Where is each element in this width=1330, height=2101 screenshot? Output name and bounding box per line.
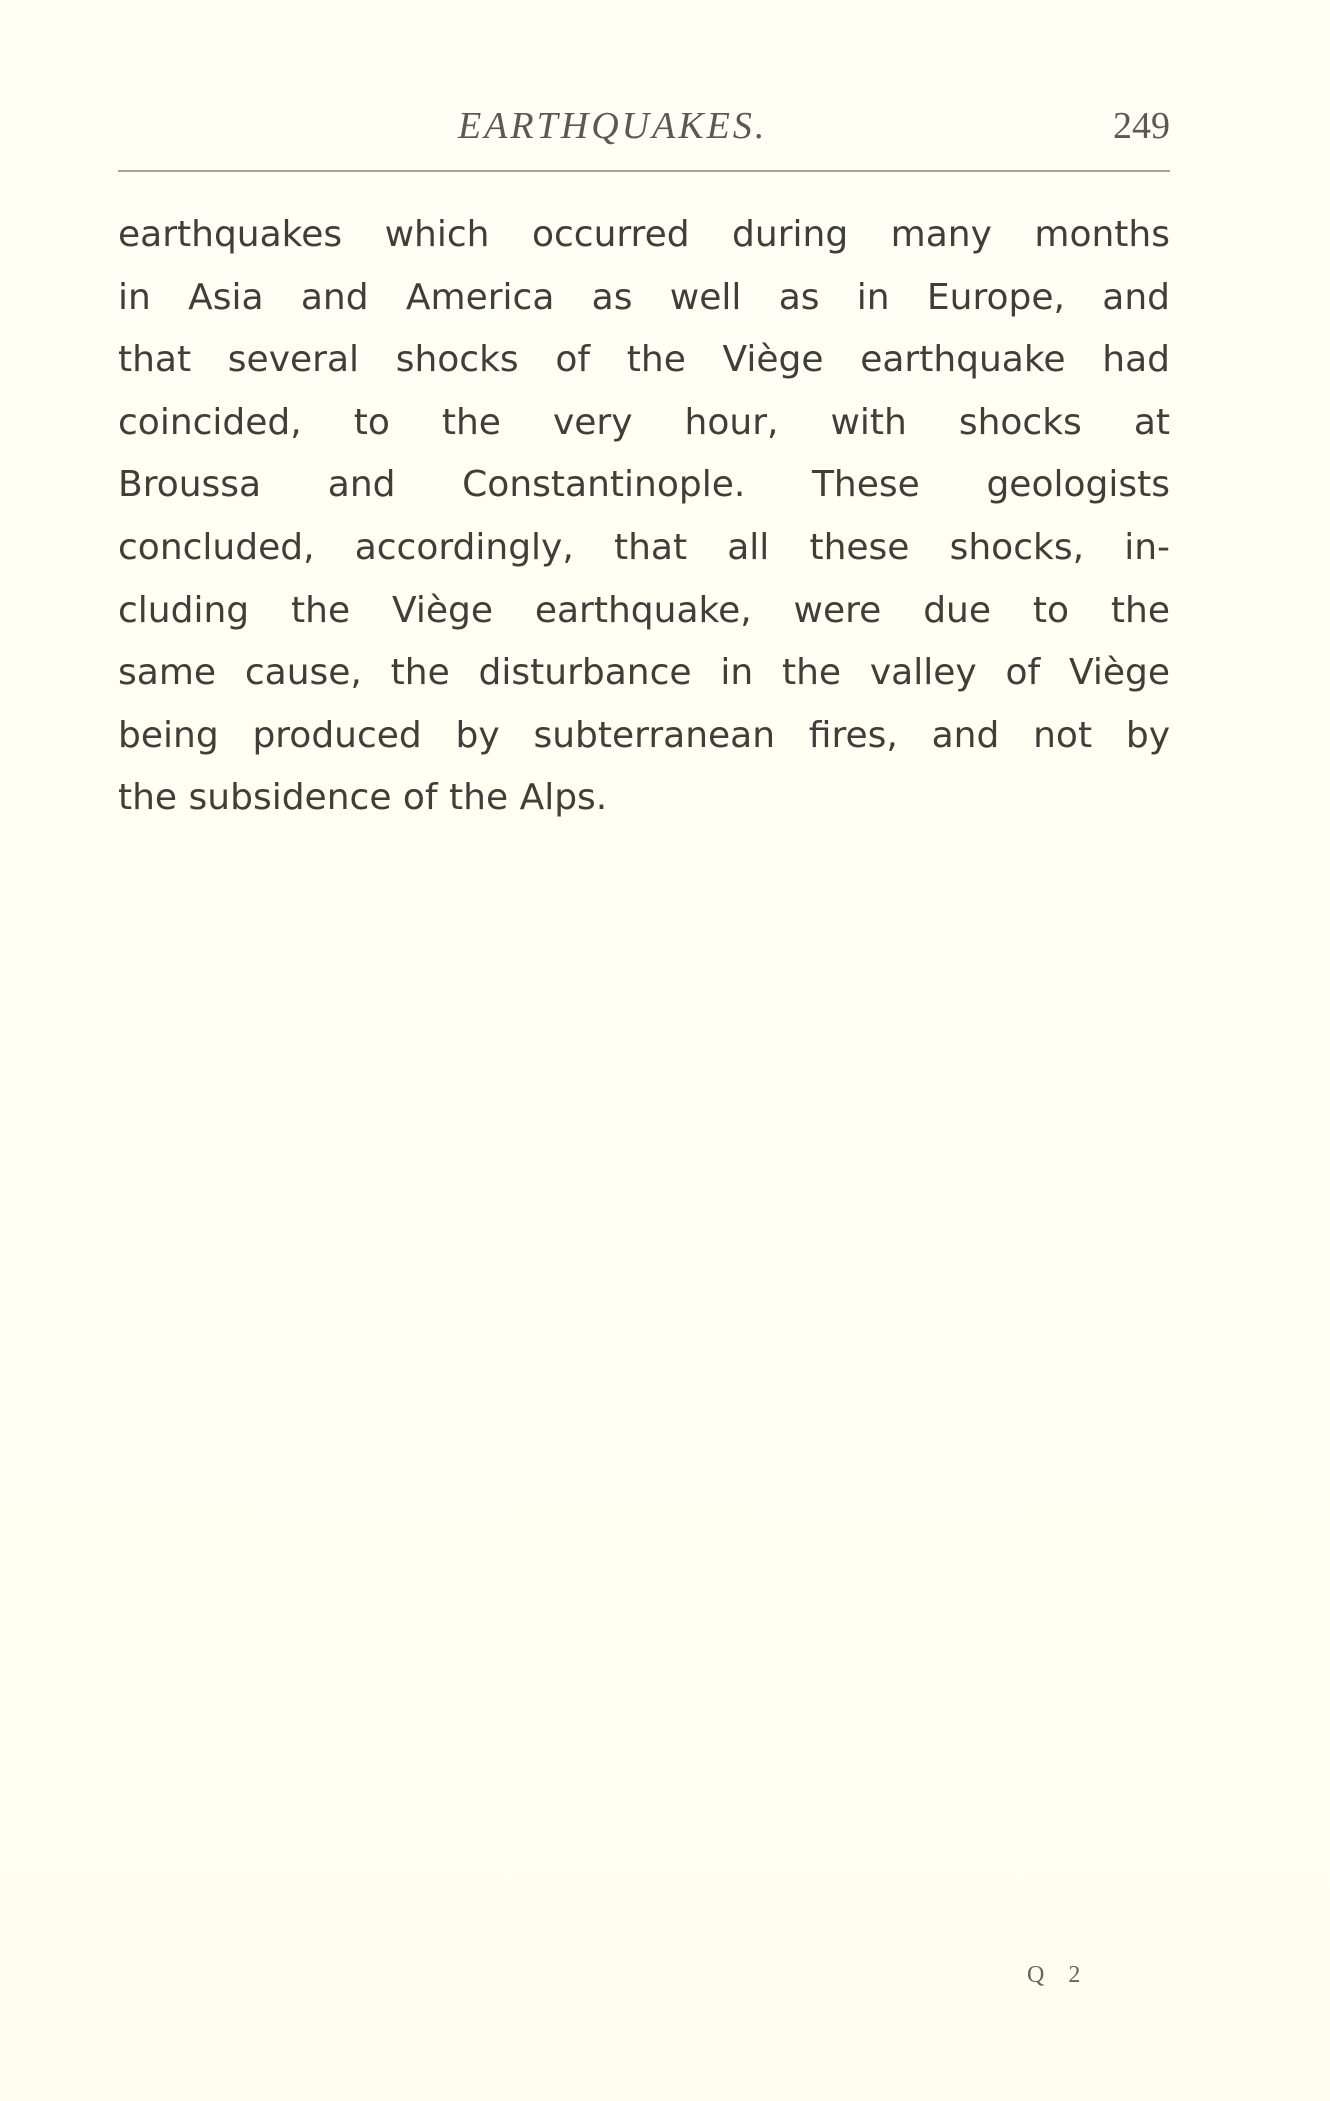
running-title: EARTHQUAKES. xyxy=(458,105,768,147)
text-line: Broussa and Constantinople. These geologists xyxy=(118,464,1170,506)
text-line: cluding the Viège earthquake, were due to the xyxy=(118,589,1170,631)
text-line: the subsidence of the Alps. xyxy=(118,777,608,819)
running-head xyxy=(118,96,1170,156)
text-line: same cause, the disturbance in the valley of Viège xyxy=(118,652,1170,694)
body-paragraph xyxy=(118,204,1170,830)
text-line: being produced by subterranean fires, and not by xyxy=(118,714,1170,756)
text-line: that several shocks of the Viège earthquake had xyxy=(118,339,1170,381)
text-line: coincided, to the very hour, with shocks at xyxy=(118,401,1170,443)
header-rule xyxy=(118,170,1170,172)
text-line: concluded, accordingly, that all these shocks, in- xyxy=(118,526,1170,568)
text-line: in Asia and America as well as in Europe, and xyxy=(118,276,1170,318)
page-number: 249 xyxy=(1113,105,1170,147)
signature-mark: Q 2 xyxy=(1027,1962,1090,1988)
text-line: earthquakes which occurred during many months xyxy=(118,214,1170,255)
